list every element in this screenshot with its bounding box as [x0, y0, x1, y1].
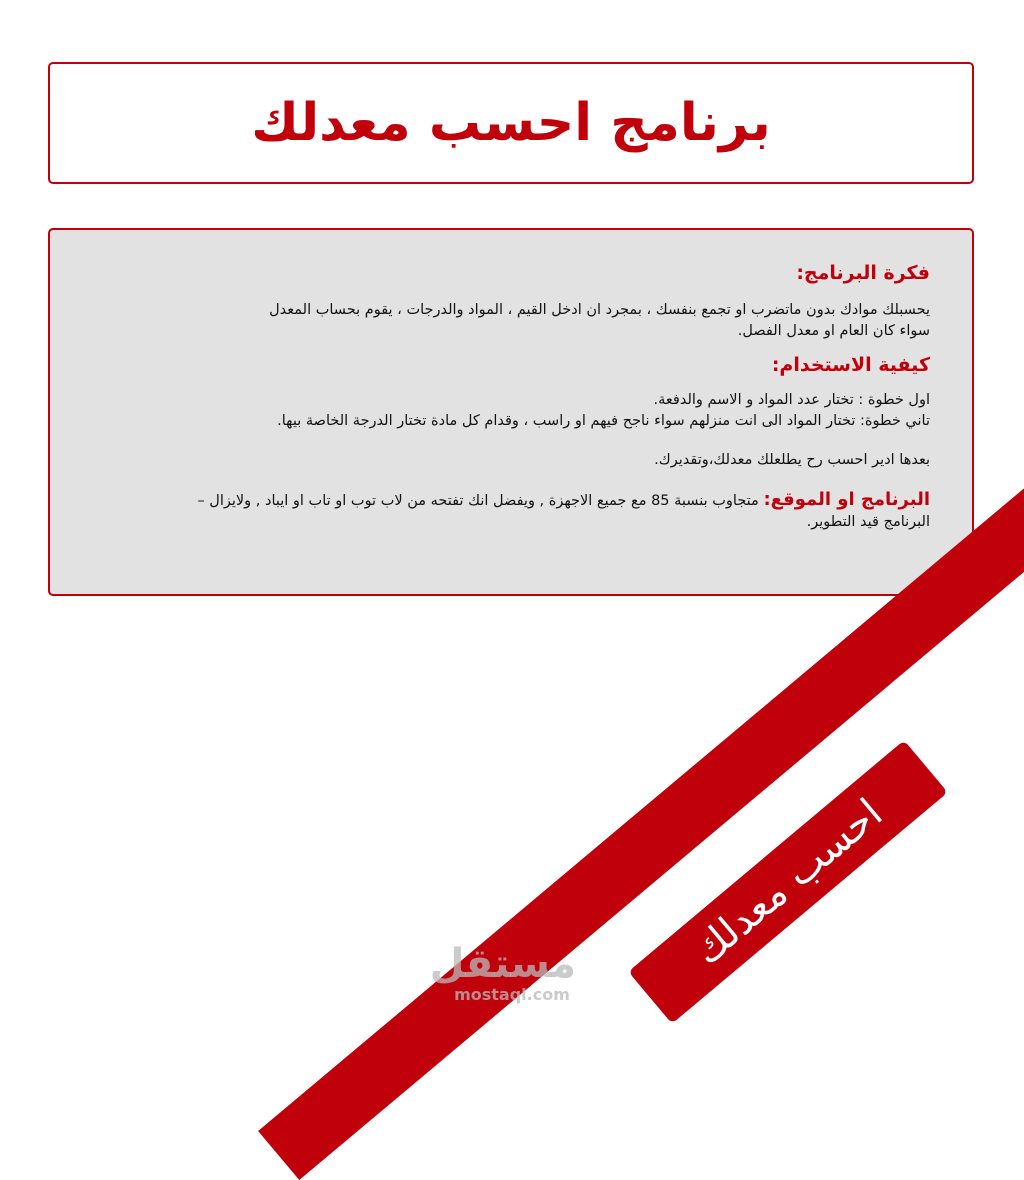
usage-heading: كيفية الاستخدام:: [771, 354, 930, 376]
idea-heading: فكرة البرنامج:: [796, 262, 930, 284]
title-box: [48, 62, 974, 184]
usage-step-2: تاني خطوة: تختار المواد الى انت منزلهم سواء ناجح فيهم او راسب ، وقدام كل مادة تختار الدرجة الخاصة بيها.: [277, 413, 930, 429]
content-panel: [48, 228, 974, 596]
mostaql-watermark: [429, 941, 576, 1004]
usage-after: بعدها ادير احسب رح يطلعلك معدلك،وتقديرك.: [654, 452, 930, 468]
page-title: برنامج احسب معدلك: [251, 93, 771, 153]
usage-step-1: اول خطوة : تختار عدد المواد و الاسم والدفعة.: [653, 392, 930, 408]
idea-line-2: سواء كان العام او معدل الفصل.: [737, 323, 930, 339]
banner-label: احسب معدلك: [684, 790, 892, 974]
site-heading: البرنامج او الموقع:: [763, 489, 930, 510]
watermark-url: mostaql.com: [454, 985, 570, 1004]
site-paragraph: [94, 489, 930, 512]
site-text: متجاوب بنسبة 85 مع جميع الاجهزة , ويفضل انك تفتحه من لاب توب او تاب او ايباد , ولايزال –: [197, 493, 764, 509]
idea-line-1: يحسبلك موادك بدون ماتضرب او تجمع بنفسك ، بمجرد ان ادخل القيم ، المواد والدرجات ، يقوم بحساب المعدل: [269, 302, 930, 318]
site-line-2: البرنامج قيد التطوير.: [806, 514, 930, 530]
watermark-logo: مستقل: [429, 941, 576, 987]
